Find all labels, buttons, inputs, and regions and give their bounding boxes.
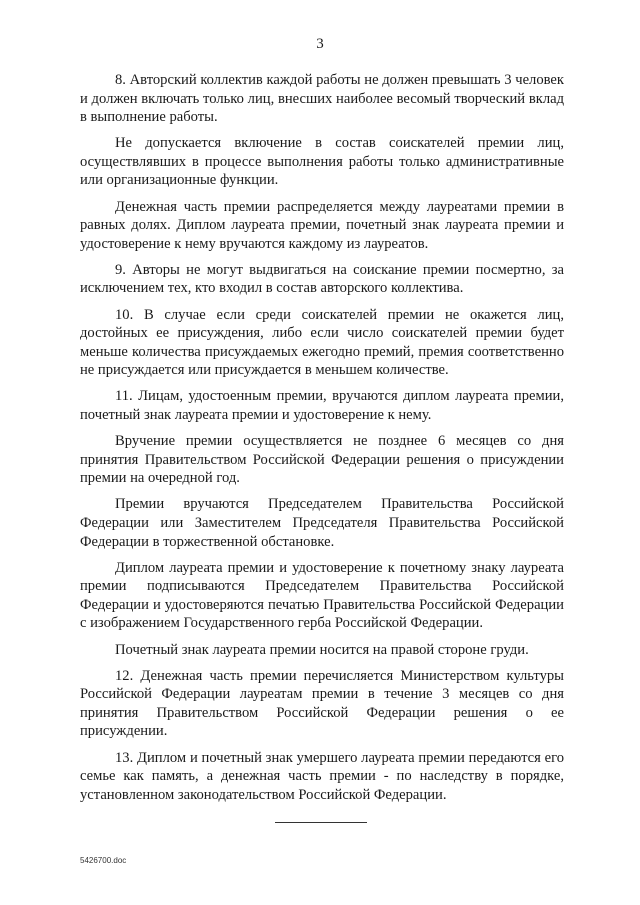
paragraph-10: 10. В случае если среди соискателей премии не окажется лиц, достойных ее присуждения, либо если число соискателей премии будет меньше количества присуждаемых ежегодно премий, премия соответственно не присуждается или присуждается в меньшем количестве. [80, 306, 564, 379]
paragraph-8-exclusion: Не допускается включение в состав соискателей премии лиц, осуществлявших в процессе выполнения работы только административные или организационные функции. [80, 135, 564, 189]
end-divider [275, 822, 367, 823]
paragraph-13: 13. Диплом и почетный знак умершего лауреата премии передаются его семье как память, а денежная часть премии - по наследству в порядке, установленном законодательством Российской Федерации. [80, 749, 564, 803]
paragraph-11-badge-wearing: Почетный знак лауреата премии носится на правой стороне груди. [115, 641, 529, 658]
paragraph-11: 11. Лицам, удостоенным премии, вручаются диплом лауреата премии, почетный знак лауреата премии и удостоверение к нему. [80, 388, 564, 423]
page-number: 3 [316, 36, 324, 52]
paragraph-9: 9. Авторы не могут выдвигаться на соискание премии посмертно, за исключением тех, кто входил в состав авторского коллектива. [80, 261, 564, 297]
paragraph-8-money-distribution: Денежная часть премии распределяется между лауреатами премии в равных долях. Диплом лауреата премии, почетный знак лауреата премии и удостоверение к нему вручаются каждому из лауреатов. [80, 198, 564, 252]
paragraph-11-presenters: Премии вручаются Председателем Правительства Российской Федерации или Заместителем Председателя Правительства Российской Федерации в торжественной обстановке. [80, 496, 564, 550]
paragraph-11-deadline: Вручение премии осуществляется не позднее 6 месяцев со дня принятия Правительством Российской Федерации решения о присуждении премии на очередной год. [80, 433, 564, 487]
document-file-reference: 5426700.doc [80, 856, 127, 865]
paragraph-8: 8. Авторский коллектив каждой работы не должен превышать 3 человек и должен включать только лиц, внесших наиболее весомый творческий вклад в выполнение работы. [80, 72, 564, 126]
paragraph-11-diploma-signing: Диплом лауреата премии и удостоверение к почетному знаку лауреата премии подписываются Председателем Правительства Российской Федерации и удостоверяются печатью Правительства Российской Федерации с изображением Государственного герба Российской Федерации. [80, 559, 564, 632]
paragraph-12: 12. Денежная часть премии перечисляется Министерством культуры Российской Федерации лауреатам премии в течение 3 месяцев со дня принятия Правительством Российской Федерации решения о ее присуждении. [80, 667, 564, 740]
document-body [80, 71, 564, 812]
